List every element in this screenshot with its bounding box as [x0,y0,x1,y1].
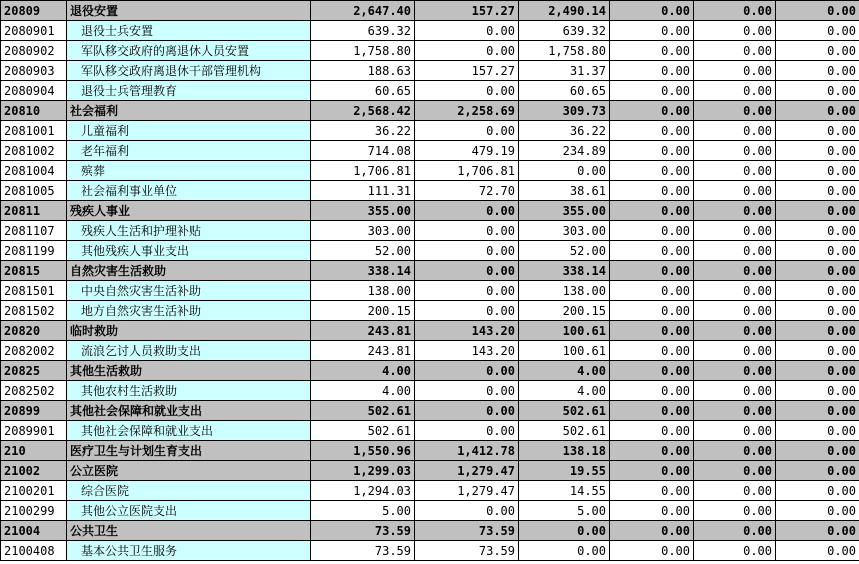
value-cell[interactable]: 0.00 [694,61,776,81]
value-cell[interactable]: 0.00 [776,181,859,201]
value-cell[interactable]: 0.00 [610,501,694,521]
code-cell[interactable]: 2081501 [1,281,67,301]
value-cell[interactable]: 0.00 [694,301,776,321]
value-cell[interactable]: 0.00 [776,61,859,81]
value-cell[interactable]: 0.00 [610,381,694,401]
value-cell[interactable]: 138.18 [519,441,610,461]
value-cell[interactable]: 0.00 [776,401,859,421]
value-cell[interactable]: 0.00 [415,221,519,241]
value-cell[interactable]: 0.00 [415,381,519,401]
code-cell[interactable]: 20815 [1,261,67,281]
value-cell[interactable]: 502.61 [311,421,415,441]
name-cell[interactable]: 社会福利 [67,101,311,121]
value-cell[interactable]: 0.00 [694,1,776,21]
value-cell[interactable]: 0.00 [776,141,859,161]
code-cell[interactable]: 20825 [1,361,67,381]
value-cell[interactable]: 0.00 [776,1,859,21]
value-cell[interactable]: 0.00 [415,81,519,101]
table-body [1,1,859,561]
name-cell[interactable]: 流浪乞讨人员救助支出 [67,341,311,361]
value-cell[interactable]: 31.37 [519,61,610,81]
value-cell[interactable]: 0.00 [694,461,776,481]
value-cell[interactable]: 0.00 [694,341,776,361]
value-cell[interactable]: 303.00 [311,221,415,241]
value-cell[interactable]: 73.59 [415,541,519,561]
value-cell[interactable]: 1,279.47 [415,481,519,501]
code-cell[interactable]: 20811 [1,201,67,221]
code-cell[interactable]: 21004 [1,521,67,541]
value-cell[interactable]: 243.81 [311,341,415,361]
table-row-group [1,361,859,381]
value-cell[interactable]: 0.00 [694,501,776,521]
value-cell[interactable]: 1,758.80 [519,41,610,61]
code-cell[interactable]: 2080904 [1,81,67,101]
value-cell[interactable]: 234.89 [519,141,610,161]
code-cell[interactable]: 2081199 [1,241,67,261]
value-cell[interactable]: 0.00 [415,281,519,301]
table-row-group [1,261,859,281]
name-cell[interactable]: 其他社会保障和就业支出 [67,421,311,441]
value-cell[interactable]: 138.00 [519,281,610,301]
name-cell[interactable]: 其他农村生活救助 [67,381,311,401]
value-cell[interactable]: 4.00 [519,381,610,401]
value-cell[interactable]: 0.00 [776,221,859,241]
code-cell[interactable]: 2081005 [1,181,67,201]
value-cell[interactable]: 338.14 [519,261,610,281]
value-cell[interactable]: 0.00 [776,461,859,481]
code-cell[interactable]: 2081107 [1,221,67,241]
value-cell[interactable]: 0.00 [694,381,776,401]
value-cell[interactable]: 0.00 [415,241,519,261]
name-cell[interactable]: 军队移交政府的离退休人员安置 [67,41,311,61]
name-cell[interactable]: 公共卫生 [67,521,311,541]
table-row-group [1,201,859,221]
value-cell[interactable]: 0.00 [610,101,694,121]
value-cell[interactable]: 200.15 [311,301,415,321]
table-row [1,341,859,361]
value-cell[interactable]: 0.00 [415,421,519,441]
code-cell[interactable]: 2082502 [1,381,67,401]
name-cell[interactable]: 地方自然灾害生活补助 [67,301,311,321]
code-cell[interactable]: 2081001 [1,121,67,141]
name-cell[interactable]: 基本公共卫生服务 [67,541,311,561]
value-cell[interactable]: 188.63 [311,61,415,81]
value-cell[interactable]: 0.00 [694,101,776,121]
value-cell[interactable]: 355.00 [311,201,415,221]
value-cell[interactable]: 639.32 [311,21,415,41]
value-cell[interactable]: 0.00 [610,181,694,201]
value-cell[interactable]: 0.00 [694,281,776,301]
value-cell[interactable]: 639.32 [519,21,610,41]
value-cell[interactable]: 0.00 [610,441,694,461]
value-cell[interactable]: 0.00 [694,401,776,421]
value-cell[interactable]: 502.61 [311,401,415,421]
value-cell[interactable]: 0.00 [610,61,694,81]
value-cell[interactable]: 5.00 [311,501,415,521]
value-cell[interactable]: 36.22 [311,121,415,141]
value-cell[interactable]: 243.81 [311,321,415,341]
name-cell[interactable]: 殡葬 [67,161,311,181]
name-cell[interactable]: 退役安置 [67,1,311,21]
table-row [1,241,859,261]
value-cell[interactable]: 2,258.69 [415,101,519,121]
table-row [1,301,859,321]
value-cell[interactable]: 0.00 [776,281,859,301]
value-cell[interactable]: 0.00 [694,441,776,461]
value-cell[interactable]: 73.59 [311,521,415,541]
code-cell[interactable]: 210 [1,441,67,461]
table-row-group [1,401,859,421]
value-cell[interactable]: 0.00 [694,41,776,61]
value-cell[interactable]: 1,294.03 [311,481,415,501]
value-cell[interactable]: 338.14 [311,261,415,281]
table-row-group [1,321,859,341]
value-cell[interactable]: 1,758.80 [311,41,415,61]
value-cell[interactable]: 0.00 [694,481,776,501]
value-cell[interactable]: 100.61 [519,321,610,341]
value-cell[interactable]: 52.00 [311,241,415,261]
value-cell[interactable]: 0.00 [694,221,776,241]
name-cell[interactable]: 综合医院 [67,481,311,501]
table-row-group [1,521,859,541]
table-row [1,21,859,41]
value-cell[interactable]: 60.65 [311,81,415,101]
value-cell[interactable]: 143.20 [415,321,519,341]
value-cell[interactable]: 0.00 [694,541,776,561]
value-cell[interactable]: 0.00 [694,21,776,41]
value-cell[interactable]: 73.59 [311,541,415,561]
value-cell[interactable]: 0.00 [776,21,859,41]
value-cell[interactable]: 0.00 [776,321,859,341]
code-cell[interactable]: 2081002 [1,141,67,161]
name-cell[interactable]: 儿童福利 [67,121,311,141]
value-cell[interactable]: 479.19 [415,141,519,161]
value-cell[interactable]: 502.61 [519,421,610,441]
value-cell[interactable]: 0.00 [776,421,859,441]
table-row [1,501,859,521]
value-cell[interactable]: 0.00 [610,461,694,481]
value-cell[interactable]: 0.00 [694,521,776,541]
value-cell[interactable]: 0.00 [415,121,519,141]
value-cell[interactable]: 0.00 [415,201,519,221]
value-cell[interactable]: 0.00 [776,201,859,221]
table-row [1,481,859,501]
code-cell[interactable]: 2080903 [1,61,67,81]
value-cell[interactable]: 0.00 [694,181,776,201]
value-cell[interactable]: 0.00 [519,161,610,181]
value-cell[interactable]: 0.00 [610,21,694,41]
value-cell[interactable]: 36.22 [519,121,610,141]
value-cell[interactable]: 14.55 [519,481,610,501]
code-cell[interactable]: 20820 [1,321,67,341]
value-cell[interactable]: 714.08 [311,141,415,161]
name-cell[interactable]: 老年福利 [67,141,311,161]
value-cell[interactable]: 0.00 [776,261,859,281]
value-cell[interactable]: 0.00 [776,341,859,361]
value-cell[interactable]: 0.00 [610,361,694,381]
table-row [1,41,859,61]
value-cell[interactable]: 0.00 [610,121,694,141]
name-cell[interactable]: 其他残疾人事业支出 [67,241,311,261]
table-row [1,381,859,401]
value-cell[interactable]: 0.00 [415,21,519,41]
name-cell[interactable]: 退役士兵管理教育 [67,81,311,101]
value-cell[interactable]: 0.00 [776,41,859,61]
value-cell[interactable]: 52.00 [519,241,610,261]
code-cell[interactable]: 2100299 [1,501,67,521]
name-cell[interactable]: 军队移交政府离退休干部管理机构 [67,61,311,81]
value-cell[interactable]: 0.00 [415,261,519,281]
value-cell[interactable]: 0.00 [694,361,776,381]
value-cell[interactable]: 0.00 [610,301,694,321]
code-cell[interactable]: 21002 [1,461,67,481]
value-cell[interactable]: 0.00 [610,261,694,281]
value-cell[interactable]: 0.00 [776,441,859,461]
value-cell[interactable]: 0.00 [610,421,694,441]
value-cell[interactable]: 38.61 [519,181,610,201]
value-cell[interactable]: 303.00 [519,221,610,241]
value-cell[interactable]: 0.00 [610,1,694,21]
value-cell[interactable]: 0.00 [694,141,776,161]
value-cell[interactable]: 0.00 [610,141,694,161]
value-cell[interactable]: 0.00 [610,241,694,261]
code-cell[interactable]: 2080901 [1,21,67,41]
value-cell[interactable]: 0.00 [519,541,610,561]
name-cell[interactable]: 公立医院 [67,461,311,481]
value-cell[interactable]: 0.00 [694,321,776,341]
value-cell[interactable]: 2,647.40 [311,1,415,21]
code-cell[interactable]: 2081502 [1,301,67,321]
table-row [1,61,859,81]
value-cell[interactable]: 0.00 [610,321,694,341]
value-cell[interactable]: 72.70 [415,181,519,201]
value-cell[interactable]: 0.00 [610,541,694,561]
value-cell[interactable]: 138.00 [311,281,415,301]
value-cell[interactable]: 0.00 [776,541,859,561]
value-cell[interactable]: 4.00 [519,361,610,381]
name-cell[interactable]: 医疗卫生与计划生育支出 [67,441,311,461]
value-cell[interactable]: 0.00 [776,501,859,521]
value-cell[interactable]: 0.00 [610,221,694,241]
value-cell[interactable]: 2,568.42 [311,101,415,121]
value-cell[interactable]: 2,490.14 [519,1,610,21]
name-cell[interactable]: 残疾人事业 [67,201,311,221]
value-cell[interactable]: 4.00 [311,381,415,401]
name-cell[interactable]: 社会福利事业单位 [67,181,311,201]
value-cell[interactable]: 19.55 [519,461,610,481]
value-cell[interactable]: 0.00 [776,121,859,141]
name-cell[interactable]: 退役士兵安置 [67,21,311,41]
value-cell[interactable]: 0.00 [776,301,859,321]
table-row-group [1,441,859,461]
value-cell[interactable]: 0.00 [415,301,519,321]
name-cell[interactable]: 其他公立医院支出 [67,501,311,521]
code-cell[interactable]: 2100408 [1,541,67,561]
value-cell[interactable]: 502.61 [519,401,610,421]
value-cell[interactable]: 5.00 [519,501,610,521]
value-cell[interactable]: 0.00 [694,261,776,281]
code-cell[interactable]: 2080902 [1,41,67,61]
value-cell[interactable]: 157.27 [415,1,519,21]
value-cell[interactable]: 309.73 [519,101,610,121]
value-cell[interactable]: 0.00 [610,161,694,181]
value-cell[interactable]: 0.00 [610,281,694,301]
value-cell[interactable]: 0.00 [610,521,694,541]
value-cell[interactable]: 0.00 [694,121,776,141]
name-cell[interactable]: 中央自然灾害生活补助 [67,281,311,301]
table-row [1,281,859,301]
value-cell[interactable]: 0.00 [776,481,859,501]
value-cell[interactable]: 0.00 [610,201,694,221]
value-cell[interactable]: 0.00 [610,401,694,421]
code-cell[interactable]: 2100201 [1,481,67,501]
value-cell[interactable]: 0.00 [694,241,776,261]
table-row [1,121,859,141]
name-cell[interactable]: 其他生活救助 [67,361,311,381]
value-cell[interactable]: 0.00 [415,41,519,61]
value-cell[interactable]: 0.00 [776,361,859,381]
value-cell[interactable]: 0.00 [610,81,694,101]
value-cell[interactable]: 0.00 [776,161,859,181]
table-row-group [1,461,859,481]
value-cell[interactable]: 0.00 [776,381,859,401]
table-row [1,161,859,181]
value-cell[interactable]: 0.00 [415,501,519,521]
value-cell[interactable]: 200.15 [519,301,610,321]
value-cell[interactable]: 100.61 [519,341,610,361]
table-row [1,541,859,561]
value-cell[interactable]: 1,550.96 [311,441,415,461]
table-row [1,421,859,441]
code-cell[interactable]: 20899 [1,401,67,421]
value-cell[interactable]: 73.59 [415,521,519,541]
value-cell[interactable]: 143.20 [415,341,519,361]
name-cell[interactable]: 其他社会保障和就业支出 [67,401,311,421]
value-cell[interactable]: 0.00 [776,81,859,101]
value-cell[interactable]: 60.65 [519,81,610,101]
value-cell[interactable]: 0.00 [694,161,776,181]
value-cell[interactable]: 0.00 [415,401,519,421]
value-cell[interactable]: 0.00 [610,481,694,501]
name-cell[interactable]: 临时救助 [67,321,311,341]
table-row-group [1,101,859,121]
value-cell[interactable]: 0.00 [776,241,859,261]
value-cell[interactable]: 0.00 [415,361,519,381]
name-cell[interactable]: 自然灾害生活救助 [67,261,311,281]
code-cell[interactable]: 20810 [1,101,67,121]
value-cell[interactable]: 0.00 [694,201,776,221]
table-row-group [1,1,859,21]
table-row [1,81,859,101]
code-cell[interactable]: 2089901 [1,421,67,441]
value-cell[interactable]: 0.00 [694,421,776,441]
value-cell[interactable]: 0.00 [776,521,859,541]
value-cell[interactable]: 157.27 [415,61,519,81]
code-cell[interactable]: 2082002 [1,341,67,361]
table-row [1,181,859,201]
table-row [1,221,859,241]
value-cell[interactable]: 355.00 [519,201,610,221]
code-cell[interactable]: 2081004 [1,161,67,181]
value-cell[interactable]: 0.00 [610,41,694,61]
value-cell[interactable]: 0.00 [519,521,610,541]
value-cell[interactable]: 1,279.47 [415,461,519,481]
value-cell[interactable]: 4.00 [311,361,415,381]
value-cell[interactable]: 111.31 [311,181,415,201]
code-cell[interactable]: 20809 [1,1,67,21]
value-cell[interactable]: 0.00 [694,81,776,101]
name-cell[interactable]: 残疾人生活和护理补贴 [67,221,311,241]
value-cell[interactable]: 1,412.78 [415,441,519,461]
table-row [1,141,859,161]
value-cell[interactable]: 1,299.03 [311,461,415,481]
value-cell[interactable]: 0.00 [776,101,859,121]
value-cell[interactable]: 0.00 [610,341,694,361]
value-cell[interactable]: 1,706.81 [415,161,519,181]
value-cell[interactable]: 1,706.81 [311,161,415,181]
